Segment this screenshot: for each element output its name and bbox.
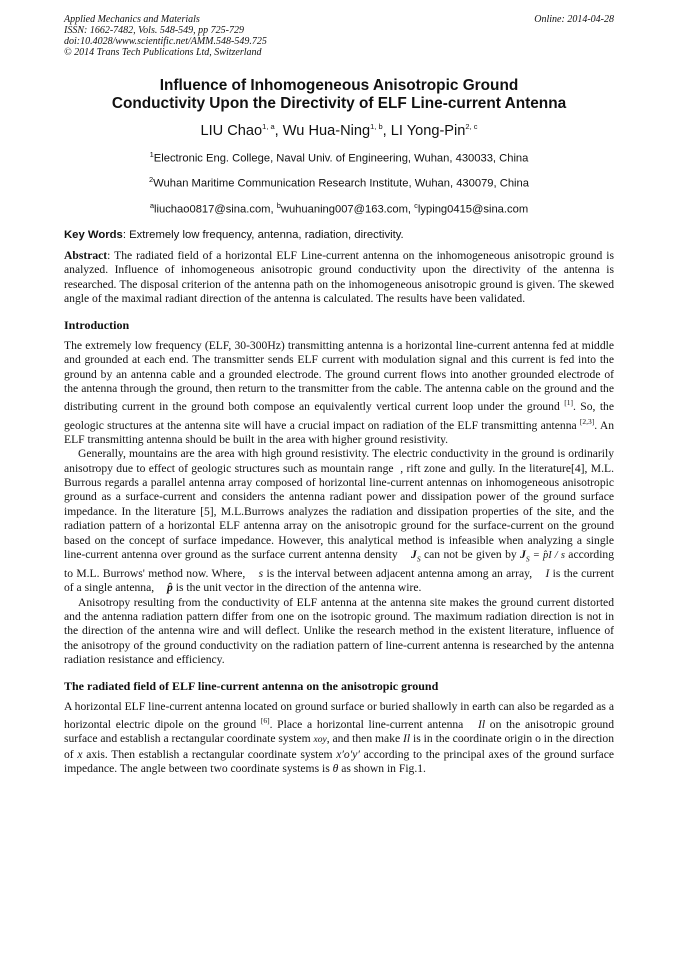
abstract-label: Abstract xyxy=(64,249,108,263)
author-3: LI Yong-Pin xyxy=(390,122,466,139)
symbol-js: J xyxy=(411,548,417,562)
s2-d: , and then make xyxy=(326,732,404,746)
email-b[interactable]: wuhuaning007@163.com, xyxy=(280,204,415,217)
intro-p2-e: is the current of a single antenna, xyxy=(64,566,615,595)
intro-p1-b: . So, the geologic structures at the antenna site will have a crucial impact on radiation of the ELF transmitting antenna xyxy=(64,400,614,432)
author-sep-2: , xyxy=(382,122,391,139)
intro-p2-d: is the interval between adjacent antenna among an array, xyxy=(263,566,536,580)
abstract-text: : The radiated field of a horizontal ELF Line-current antenna on the inhomogeneous anisotropic ground is analyzed. Influence of inhomogeneous anisotropic ground conductivity upon the directivity of the antenna is researched. The disposal criterion of the antenna path on the inhomogeneous anisotropic ground is given. The skewed angle of the maximal radiant direction of the antenna is calculated. The results have been validated. xyxy=(64,249,614,306)
s2-f: axis. Then establish a rectangular coordinate system xyxy=(82,747,337,761)
symbol-il-1: Il xyxy=(478,717,486,731)
online-date: Online: 2014-04-28 xyxy=(534,14,614,25)
intro-p1-c: . An ELF transmitting antenna should be built in the area with higher ground resistivity. xyxy=(64,418,614,446)
author-list xyxy=(64,117,614,141)
keywords-label: Key Words xyxy=(64,229,123,242)
email-a[interactable]: liuchao0817@sina.com, xyxy=(154,204,277,217)
author-2-sup: 1, b xyxy=(370,122,383,131)
author-3-sup: 2, c xyxy=(465,122,478,131)
affiliation-1 xyxy=(64,148,614,166)
email-a-sup: a xyxy=(149,201,155,211)
symbol-xoy: xoy xyxy=(313,735,327,746)
section-2-heading: The radiated field of ELF line-current antenna on the anisotropic ground xyxy=(64,678,439,693)
journal-issn: ISSN: 1662-7482, Vols. 548-549, pp 725-729 xyxy=(64,25,244,36)
section-2-paragraph xyxy=(64,700,614,777)
symbol-il-2: Il xyxy=(403,732,411,746)
s2-h: as shown in Fig.1. xyxy=(338,762,426,776)
citation-6: [6] xyxy=(260,716,270,726)
intro-paragraph-2 xyxy=(64,447,614,595)
citation-1: [1] xyxy=(564,398,573,408)
symbol-js-sub: S xyxy=(416,554,421,564)
intro-p2-b: can not be given by xyxy=(420,548,521,562)
affiliation-2-sup: 2 xyxy=(149,174,154,184)
author-1-sup: 1, a xyxy=(262,122,275,131)
paper-title xyxy=(64,77,614,113)
s2-g: according to the principal axes of the ground surface impedance. The angle between two coordinate systems is xyxy=(64,747,614,776)
title-line-2: Conductivity Upon the Directivity of ELF Line-current Antenna xyxy=(111,95,567,112)
intro-p2-c: according to M.L. Burrows' method now. Where, xyxy=(64,548,615,580)
intro-p2-a: Generally, mountains are the area with high ground resistivity. The electric conductivity in the ground is ordinarily anisotropy due to effect of geologic structures such as mountain range , rift zone and gully. In the literature[4], M.L. Burrous regards a parallel antenna array composed of horizontal line-current antennas on inhomogeneous anisotropic ground as a surface-current and considers the antenna radiant power and dissipation power of the ground surface impedance. In the literature [5], M.L.Burrows analyzes the radiation and dissipation properties of the site, and the radiation pattern of a horizontal ELF antenna array on the anisotropic ground for the surface-current on the ground based on the concept of surface impedance. However, this analytical method is infeasible when analyzing a single line-current antenna over ground as the surface current antenna density xyxy=(64,447,614,562)
abstract xyxy=(64,249,614,307)
journal-header xyxy=(64,14,614,58)
equation-rhs: = p̂I / s xyxy=(529,550,565,562)
journal-copyright: © 2014 Trans Tech Publications Ltd, Switzerland xyxy=(64,47,262,58)
symbol-p-hat: p̂ xyxy=(167,581,173,595)
author-1: LIU Chao xyxy=(200,122,263,139)
keywords-text: : Extremely low frequency, antenna, radiation, directivity. xyxy=(122,229,404,242)
s2-a: A horizontal ELF line-current antenna located on ground surface or buried shallowly in earth can also be regarded as a horizontal electric dipole on the ground xyxy=(64,699,614,731)
symbol-xoy-prime: x′o′y′ xyxy=(336,747,360,761)
citation-2-3: [2,3] xyxy=(579,416,595,426)
equation-lhs: J xyxy=(520,548,526,562)
affiliation-1-sup: 1 xyxy=(149,149,154,159)
intro-paragraph-3: Anisotropy resulting from the conductivity of ELF antenna at the antenna site makes the ground current distorted and the antenna radiation pattern differ from one on the isotropic ground. The maximum radiation direction is not in the direction of the antenna wire and will deflect. Unlike the research method in the existent literature, influence of the anisotropy of the ground conductivity on the radiation pattern of line-current antenna is researched by the antenna radiation resistance and efficiency. xyxy=(64,595,614,667)
email-b-sup: b xyxy=(276,201,281,211)
s2-c: on the anisotropic ground surface and establish a rectangular coordinate system xyxy=(64,717,614,746)
symbol-x: x xyxy=(77,747,83,761)
affiliation-1-text: Electronic Eng. College, Naval Univ. of Engineering, Wuhan, 430033, China xyxy=(153,152,529,165)
intro-paragraph-1 xyxy=(64,339,614,448)
author-2: Wu Hua-Ning xyxy=(282,122,371,139)
email-c-sup: c xyxy=(414,201,418,211)
intro-p2-f: is the unit vector in the direction of the antenna wire. xyxy=(172,581,422,595)
equation-lhs-sub: S xyxy=(525,554,530,564)
s2-b: . Place a horizontal line-current antenna xyxy=(269,717,469,731)
affiliation-2 xyxy=(64,173,614,191)
journal-doi: doi:10.4028/www.scientific.net/AMM.548-549.725 xyxy=(64,36,267,47)
paper-page xyxy=(64,14,614,777)
keywords xyxy=(64,228,614,242)
s2-e: is in the coordinate origin o in the direction of xyxy=(64,732,614,761)
affiliations xyxy=(64,148,614,217)
author-sep-1: , xyxy=(274,122,283,139)
intro-heading: Introduction xyxy=(64,317,130,332)
title-line-1: Influence of Inhomogeneous Anisotropic Ground xyxy=(159,77,519,94)
author-emails xyxy=(64,199,614,217)
symbol-theta: θ xyxy=(332,762,339,776)
affiliation-2-text: Wuhan Maritime Communication Research Institute, Wuhan, 430079, China xyxy=(153,177,529,190)
symbol-i: I xyxy=(545,566,550,580)
intro-p1-a: The extremely low frequency (ELF, 30-300Hz) transmitting antenna is a horizontal line-current antenna fed at middle and grounded at each end. The transmitter sends ELF current with modulation signal and this current is fed into the ground by an antenna cable and a grounded electrode. The ground current flows into another grounded electrode of the antenna through the ground, then return to the transmitter from the cable. The antenna cable on the ground and the distributing current in the ground both compose an equivalently vertical current loop under the ground xyxy=(64,338,614,414)
email-c[interactable]: lyping0415@sina.com xyxy=(417,204,529,217)
journal-name: Applied Mechanics and Materials xyxy=(64,14,200,25)
symbol-s: s xyxy=(258,566,264,580)
